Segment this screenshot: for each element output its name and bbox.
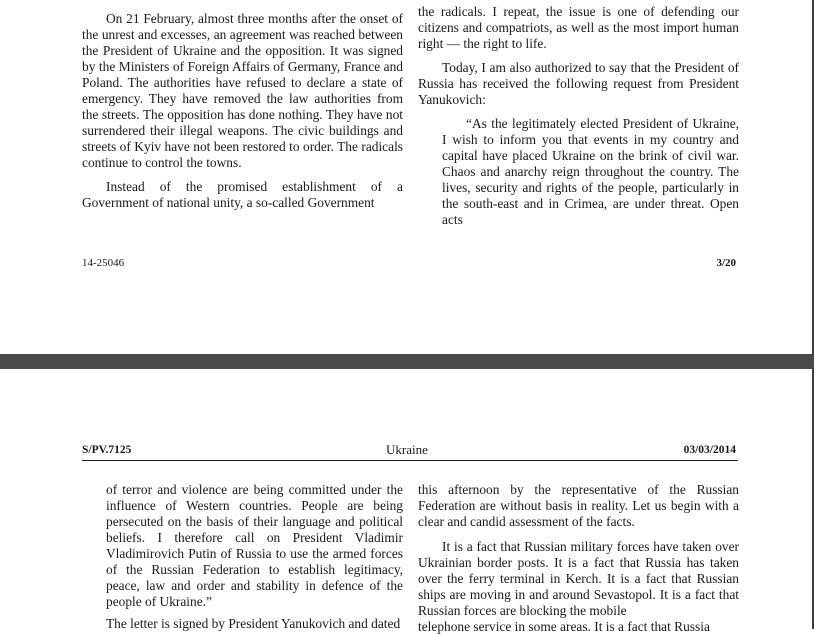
page-3-left-column bbox=[82, 0, 403, 211]
header-title: Ukraine bbox=[386, 442, 428, 457]
left-paragraph-2: Instead of the promised establishment of a Government of national unity, a so-called Government bbox=[82, 179, 403, 210]
left-paragraph-1: On 21 February, almost three months after the onset of the unrest and excesses, an agreement was reached between the President of Ukraine and the opposition. It was signed by the Ministers of Foreign Affairs of Germany, France and Poland. The authorities have refused to declare a state of emergency. They have removed the law authorities from the streets. The opposition has done nothing. They have not surrendered their illegal weapons. The civic buildings and streets of Kyiv have not been restored to order. The radicals continue to control the towns. bbox=[82, 11, 403, 170]
left-quote-continued: of terror and violence are being committed under the influence of Western countries. People are being persecuted on the basis of their language and political beliefs. I therefore call on President Vladimir Vladimirovich Putin of Russia to use the armed forces of the Russian Federation to establish legitimacy, peace, law and order and stability in defence of the people of Ukraine.” bbox=[106, 482, 403, 609]
right-paragraph-facts: It is a fact that Russian military forces have taken over Ukrainian border posts. It is a fact that Russia has taken over the ferry terminal in Kerch. It is a fact that Russian ships are moving in and around Sevastopol. It is a fact that Russian forces are blocking the mobile bbox=[418, 539, 739, 618]
page-4-right-column bbox=[418, 482, 739, 635]
left-bottom-partial: The letter is signed by President Yanukovich and dated bbox=[106, 616, 401, 631]
page-separator bbox=[0, 354, 814, 369]
page-4-left-column bbox=[82, 482, 403, 632]
right-paragraph-1: the radicals. I repeat, the issue is one of defending our citizens and compatriots, as well as the most import human right — the right to life. bbox=[418, 4, 739, 51]
page-3-right-column bbox=[418, 0, 739, 228]
page-number: 3/20 bbox=[716, 257, 736, 269]
right-quote: “As the legitimately elected President of Ukraine, I wish to inform you that events in my country and capital have placed Ukraine on the brink of civil war. Chaos and anarchy reign throughout the country. The lives, security and rights of the people, particularly in the south-east and in Crimea, are under threat. Open acts bbox=[442, 116, 739, 227]
right-paragraph-2: Today, I am also authorized to say that the President of Russia has received the following request from President Yanukovich: bbox=[418, 60, 739, 107]
header-date: 03/03/2014 bbox=[683, 444, 736, 456]
right-paragraph-continued: this afternoon by the representative of the Russian Federation are without basis in reality. Let us begin with a clear and candid assessment of the facts. bbox=[418, 482, 739, 529]
header-document-symbol: S/PV.7125 bbox=[82, 444, 132, 456]
document-symbol-footer: 14-25046 bbox=[82, 257, 125, 269]
header-rule bbox=[82, 460, 738, 461]
document-page-4 bbox=[0, 369, 814, 634]
right-bottom-partial: telephone service in some areas. It is a fact that Russia bbox=[418, 619, 710, 634]
